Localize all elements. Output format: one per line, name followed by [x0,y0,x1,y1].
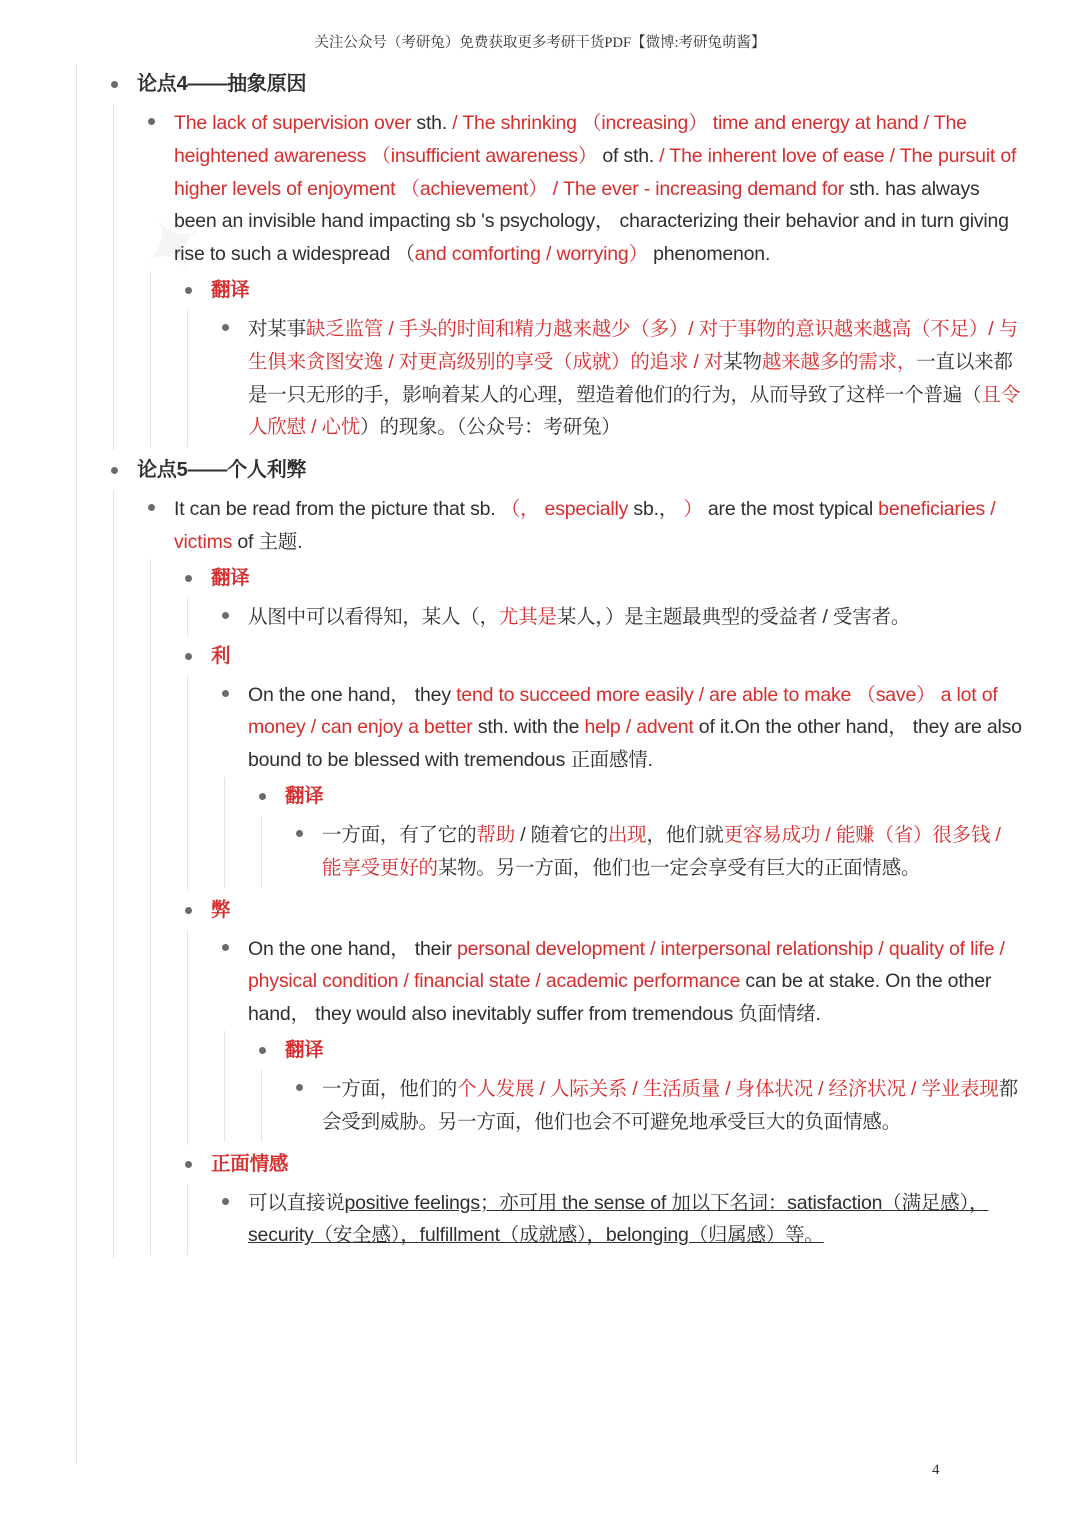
text-segment: 都会受到威胁。另一方面，他们也会不可避免地承受巨大的负面情感。 [322,1077,1018,1133]
highlighted-text: The lack of supervision over [174,112,417,134]
highlighted-text: 弊 [211,898,231,921]
highlighted-text: ） [678,498,703,521]
outline-document [100,64,1025,1258]
item-text [174,107,1025,271]
section-heading [100,64,1025,450]
text-segment: 可以直接说 [248,1191,345,1214]
list-item [211,930,1025,1145]
highlighted-text: 个人发展 / 人际关系 / 生活质量 / 身体状况 / 经济状况 / 学业表现 [457,1077,999,1100]
outline-list [137,490,1025,1258]
margin-rule [76,64,77,1464]
text-segment: 一方面，有了它的 [322,823,477,846]
outline-list [100,64,1025,1258]
text-segment: are the most typical [702,498,879,521]
highlighted-text: personal development / interpersonal relationship / quality of life / physical condition / financial state / academic performance [248,937,1005,993]
sub-label [248,777,1025,888]
highlighted-text: / The shrinking （increasing） time and energy at hand / The heightened awareness （insufficient awareness） [174,112,967,167]
sub-label [174,891,1025,1145]
item-text [211,559,1025,598]
text-segment: sth. with the [472,716,585,739]
highlighted-text: 且令人欣慰 / 心忧 [248,383,1021,439]
list-item [285,1070,1025,1142]
text-segment: On the one hand， their [248,937,457,960]
highlighted-text: tend to succeed more easily / are able to make （save） a lot of money / can enjoy a better [248,683,998,739]
highlighted-text: beneficiaries / victims [174,498,996,553]
highlighted-text: / The inherent love of ease / The pursuit of higher levels of enjoyment （achievement） / The ever - increasing demand for [174,144,1017,200]
list-item [211,676,1025,891]
item-text [322,819,1025,885]
outline-list [211,676,1025,891]
text-segment: of it.On the other hand， they are also bound to be blessed with tremendous 正面感情. [248,716,1022,772]
sub-label [174,637,1025,891]
text-segment: 一方面，他们的 [322,1077,458,1100]
outline-list [211,598,1025,637]
highlighted-text: 翻译 [285,784,324,807]
list-item [211,1184,1025,1256]
text-segment: 从图中可以看得知，某人（， [248,605,499,628]
item-text [285,777,1025,816]
text-segment: 某物。另一方面，他们也一定会享受有巨大的正面情感。 [437,856,921,879]
text-segment: It can be read from the picture that sb. [174,498,501,521]
outline-list [174,271,1025,447]
text-segment: sth. has always been an invisible hand impacting sb 's psychology， characterizing their behavior and in turn giving rise to such a widespread （ [174,177,1009,266]
text-segment: phenomenon. [647,243,771,266]
sub-label [174,559,1025,637]
highlighted-text: 缺乏监管 / 手头的时间和精力越来越少（多）/ 对于事物 [305,317,776,340]
highlighted-text: 更容易成功 / 能赚（省）很多钱 / 能享受更好的 [322,823,1001,879]
item-text [248,601,1025,634]
text-segment: of sth. [602,144,655,167]
item-text [211,271,1025,310]
outline-list [211,310,1025,447]
sub-label [248,1031,1025,1142]
text-segment: 对某事 [248,317,306,340]
list-item [211,598,1025,637]
outline-list [137,104,1025,450]
highlighted-text: 正面情感 [211,1152,289,1175]
outline-list [211,930,1025,1145]
item-text [211,637,1025,676]
text-segment: of 主题. [232,530,303,553]
item-text [211,891,1025,930]
sub-label [174,271,1025,447]
page-header: 关注公众号（考研兔）免费获取更多考研干货PDF【微博:考研兔萌酱】 [314,35,766,51]
outline-list [248,777,1025,888]
highlighted-text: and comforting / worrying） [414,243,648,266]
page-number: 4 [932,1462,940,1478]
text-segment: positive feelings；亦可用 the sense of 加以下名词：satisfaction（满足感），security（安全感），fulfillment（成就感），belonging（归属感）等。 [248,1191,989,1247]
highlighted-text: 利 [211,644,231,667]
list-item [137,104,1025,450]
item-text [285,1031,1025,1070]
outline-list [285,816,1025,888]
text-segment: 一直以来都是一只无形的手，影响着某人的心理，塑造着他们的行为，从而导致了这样一个普遍（ [248,350,1013,406]
outline-list [285,1070,1025,1142]
item-text [248,933,1025,1031]
item-text [248,313,1025,444]
highlighted-text: 出现 [607,823,647,846]
text-segment: ，他们就 [646,823,724,846]
highlighted-text: help / advent [584,716,694,739]
highlighted-text: 翻译 [285,1038,324,1061]
text-segment: 论点5——个人利弊 [137,459,307,482]
item-text [211,1145,1025,1184]
sub-label [174,1145,1025,1256]
highlighted-text: 的意识越来越高（不足）/ 与生俱来贪图安逸 / 对更高级别的享受（成就）的追求 / 对 [248,317,1018,373]
section-heading [100,450,1025,1258]
item-text [248,1187,1025,1253]
highlighted-text: 翻译 [211,278,250,301]
text-segment: / 随着它的 [515,823,608,846]
text-segment: sb.， [628,498,679,521]
item-text [174,493,1025,559]
highlighted-text: 翻译 [211,566,250,589]
item-text [137,64,1025,104]
item-text [137,450,1025,490]
text-segment: 某物 [723,350,762,373]
text-segment: can be at stake. On the other hand， they would also inevitably suffer from tremendous 负面情绪. [248,970,992,1026]
outline-list [211,1184,1025,1256]
list-item [285,816,1025,888]
highlighted-text: 尤其是 [498,605,557,628]
text-segment: 论点4——抽象原因 [137,73,307,95]
text-segment: On the one hand， they [248,683,457,706]
text-segment: ）的现象。（公众号：考研兔） [360,416,621,439]
item-text [248,679,1025,777]
highlighted-text: 越来越多的需求， [761,350,917,373]
outline-list [248,1031,1025,1142]
outline-list [174,559,1025,1255]
highlighted-text: 帮助 [476,823,516,846]
list-item [137,490,1025,1258]
list-item [211,310,1025,447]
item-text [322,1073,1025,1139]
text-segment: sth. [416,112,448,134]
highlighted-text: （， especially [500,498,629,521]
text-segment: 某人，）是主题最典型的受益者 / 受害者。 [556,605,911,628]
